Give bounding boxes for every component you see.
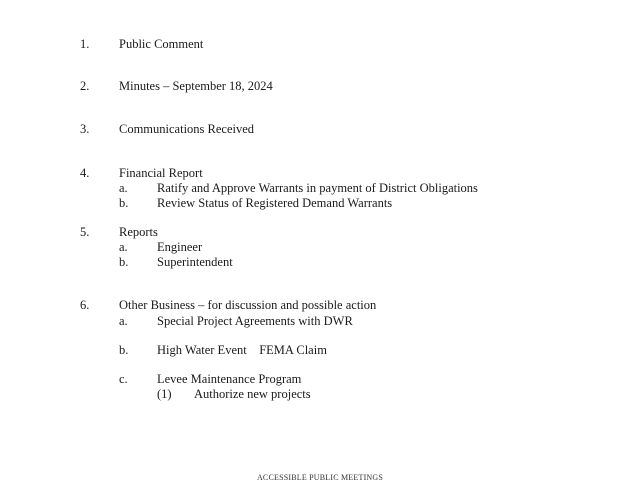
- agenda-subsubitem-text: Authorize new projects: [194, 387, 311, 401]
- agenda-subitem-text: Superintendent: [157, 255, 233, 269]
- agenda-subitem-letter: a.: [119, 314, 128, 328]
- agenda-item-number: 3.: [80, 122, 90, 136]
- agenda-subsubitem-roman: (1): [157, 387, 172, 401]
- agenda-subitem-letter: a.: [119, 240, 128, 254]
- agenda-item-number: 2.: [80, 79, 90, 93]
- agenda-item-number: 4.: [80, 166, 90, 180]
- agenda-item-title: Minutes – September 18, 2024: [119, 79, 273, 93]
- agenda-subitem-text: High Water Event FEMA Claim: [157, 343, 327, 357]
- agenda-subitem-letter: b.: [119, 255, 129, 269]
- agenda-item-number: 6.: [80, 298, 90, 312]
- agenda-subitem-letter: b.: [119, 196, 129, 210]
- agenda-subitem-text: Engineer: [157, 240, 203, 254]
- agenda-subitem-letter: b.: [119, 343, 129, 357]
- agenda-item-title: Reports: [119, 225, 158, 239]
- agenda-subitem-text: Review Status of Registered Demand Warrants: [157, 196, 393, 210]
- agenda-subitem-letter: a.: [119, 181, 128, 195]
- agenda-item-title: Other Business – for discussion and possible action: [119, 298, 377, 312]
- agenda-subitem-letter: c.: [119, 372, 128, 386]
- agenda-item-number: 5.: [80, 225, 90, 239]
- agenda-subitem-text: Ratify and Approve Warrants in payment of District Obligations: [157, 181, 478, 195]
- agenda-item-number: 1.: [80, 37, 90, 51]
- agenda-subitem-text: Special Project Agreements with DWR: [157, 314, 353, 328]
- agenda-subitem-text: Levee Maintenance Program: [157, 372, 302, 386]
- agenda-item-title: Communications Received: [119, 122, 255, 136]
- footer-heading: ACCESSIBLE PUBLIC MEETINGS: [256, 473, 384, 482]
- agenda-item-title: Financial Report: [119, 166, 203, 180]
- agenda-item-title: Public Comment: [119, 37, 204, 51]
